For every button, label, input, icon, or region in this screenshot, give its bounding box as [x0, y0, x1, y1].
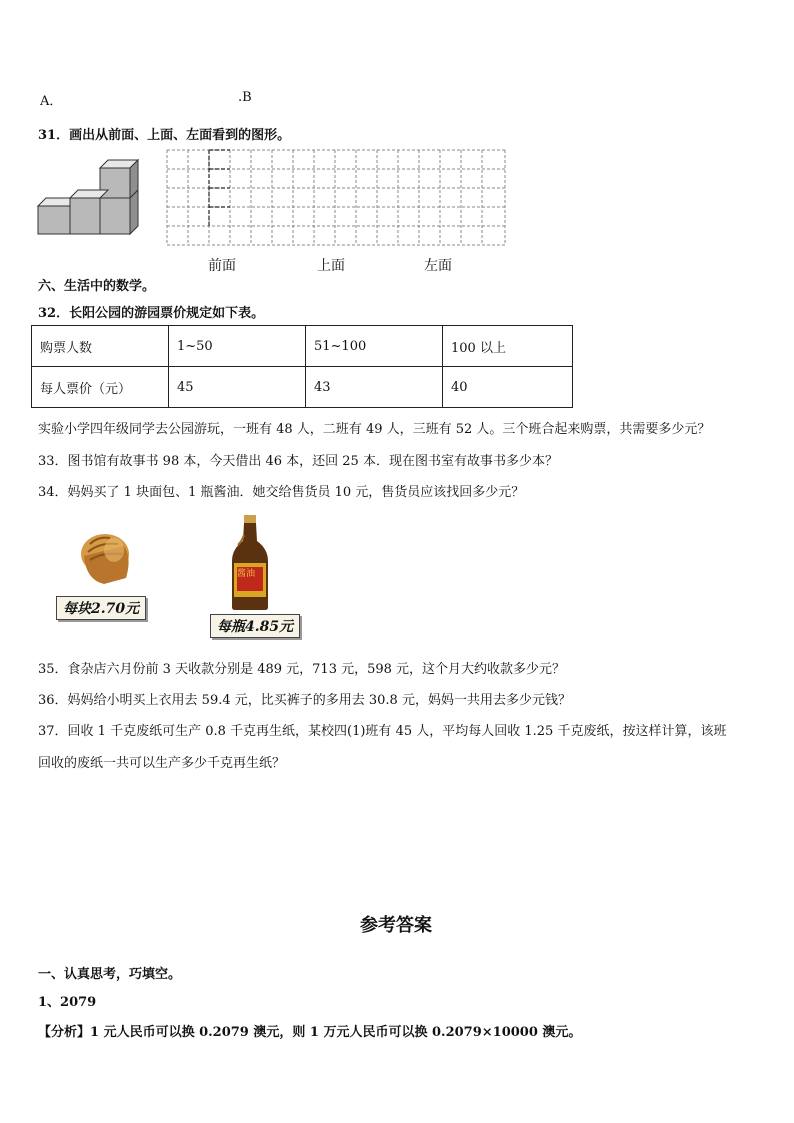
view-label-top: 上面: [317, 258, 345, 274]
soy-price-label: 每瓶4.85元: [210, 614, 300, 638]
bread-image: [76, 528, 134, 588]
q31-text: 31．画出从前面、上面、左面看到的图形。: [38, 128, 291, 143]
table-cell: 每人票价（元）: [32, 367, 169, 408]
table-cell: 购票人数: [32, 326, 169, 367]
view-label-left: 左面: [424, 258, 452, 274]
section-6-heading: 六、生活中的数学。: [38, 279, 156, 294]
q36-text: 36．妈妈给小明买上衣用去 59.4 元，比买裤子的多用去 30.8 元，妈妈一共用去多少元钱？: [38, 693, 571, 708]
table-cell: 51~100: [306, 326, 443, 367]
drawing-grid: [166, 148, 508, 248]
q32-intro: 32．长阳公园的游园票价规定如下表。: [38, 306, 265, 321]
bread-price-label: 每块2.70元: [56, 596, 146, 620]
answer-analysis: 【分析】1 元人民币可以换 0.2079 澳元，则 1 万元人民币可以换 0.2079×10000 澳元。: [38, 1025, 582, 1040]
soy-label-text: 酱油: [237, 569, 256, 579]
table-cell: 1~50: [169, 326, 306, 367]
table-cell: 100 以上: [443, 326, 573, 367]
cube-mid-front: [70, 198, 100, 234]
cube-right-front: [100, 198, 130, 234]
q34-text: 34．妈妈买了 1 块面包、1 瓶酱油．她交给售货员 10 元，售货员应该找回多少元？: [38, 485, 525, 500]
q35-text: 35．食杂店六月份前 3 天收款分别是 489 元，713 元，598 元，这个月大约收款多少元？: [38, 662, 566, 677]
q33-text: 33．图书馆有故事书 98 本，今天借出 46 本，还回 25 本．现在图书室有故事书多少本？: [38, 454, 558, 469]
cube-figure: [36, 158, 142, 236]
table-cell: 43: [306, 367, 443, 408]
table-cell: 45: [169, 367, 306, 408]
price-table: [31, 325, 573, 408]
q32-question: 实验小学四年级同学去公园游玩，一班有 48 人，二班有 49 人，三班有 52 人。三个班合起来购票，共需要多少元？: [38, 422, 711, 437]
option-a: A．: [40, 94, 63, 109]
table-row: [32, 326, 573, 367]
answers-section-1: 一、认真思考，巧填空。: [38, 967, 182, 982]
table-row: [32, 367, 573, 408]
cube-right-side: [130, 190, 138, 234]
cube-left-front: [38, 206, 70, 234]
q37-line-1: 37．回收 1 千克废纸可生产 0.8 千克再生纸，某校四(1)班有 45 人，平均每人回收 1.25 千克废纸，按这样计算，该班: [38, 724, 727, 739]
view-label-front: 前面: [208, 258, 236, 274]
answer-item-1: 1、2079: [38, 995, 97, 1010]
answers-title: 参考答案: [360, 915, 432, 936]
table-cell: 40: [443, 367, 573, 408]
soy-sauce-bottle-image: [228, 515, 272, 611]
q37-line-2: 回收的废纸一共可以生产多少千克再生纸？: [38, 756, 286, 771]
option-b: .B: [238, 90, 252, 105]
